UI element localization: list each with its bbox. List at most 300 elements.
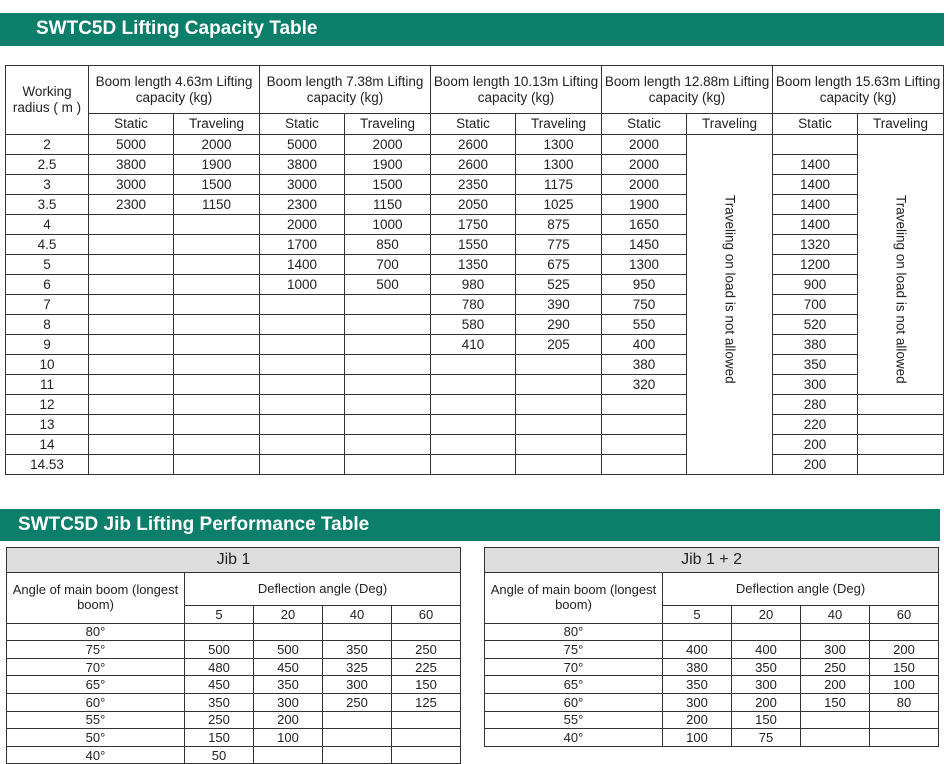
capacity-cell [345, 435, 431, 455]
capacity-cell [870, 711, 939, 729]
capacity-cell [431, 395, 516, 415]
capacity-cell: 2350 [431, 175, 516, 195]
boom-angle-cell: 80° [485, 623, 663, 641]
capacity-cell: 350 [773, 355, 858, 375]
capacity-cell: 875 [516, 215, 602, 235]
radius-cell: 14.53 [6, 455, 89, 475]
capacity-cell [89, 395, 174, 415]
capacity-cell [345, 355, 431, 375]
capacity-cell [174, 435, 260, 455]
capacity-cell: 1400 [773, 195, 858, 215]
capacity-cell [431, 455, 516, 475]
capacity-cell: 325 [323, 658, 392, 676]
boom-header: Boom length 12.88m Lifting capacity (kg) [602, 66, 773, 114]
capacity-cell: 1200 [773, 255, 858, 275]
capacity-cell: 200 [254, 711, 323, 729]
deflection-angle: 60 [392, 606, 461, 624]
capacity-cell: 200 [663, 711, 732, 729]
capacity-cell [260, 315, 345, 335]
capacity-cell: 100 [870, 676, 939, 694]
capacity-cell [392, 711, 461, 729]
capacity-cell [323, 729, 392, 747]
capacity-cell: 1700 [260, 235, 345, 255]
capacity-cell: 2000 [174, 135, 260, 155]
capacity-cell: 75 [732, 729, 801, 747]
deflection-header: Deflection angle (Deg) [185, 573, 461, 606]
capacity-cell: 3800 [89, 155, 174, 175]
capacity-cell [254, 746, 323, 764]
capacity-cell [431, 435, 516, 455]
capacity-cell: 300 [254, 693, 323, 711]
capacity-cell [431, 355, 516, 375]
capacity-cell: 300 [663, 693, 732, 711]
radius-cell: 14 [6, 435, 89, 455]
radius-cell: 2 [6, 135, 89, 155]
boom-angle-cell: 55° [7, 711, 185, 729]
capacity-cell: 3000 [260, 175, 345, 195]
traveling-header: Traveling [174, 114, 260, 135]
radius-cell: 9 [6, 335, 89, 355]
capacity-cell: 1320 [773, 235, 858, 255]
capacity-cell: 500 [254, 641, 323, 659]
capacity-cell [323, 746, 392, 764]
capacity-cell: 1150 [174, 195, 260, 215]
capacity-cell [174, 235, 260, 255]
capacity-cell [858, 395, 944, 415]
boom-angle-cell: 40° [7, 746, 185, 764]
table-row [485, 658, 939, 676]
table-row [6, 255, 944, 275]
capacity-cell: 250 [185, 711, 254, 729]
capacity-cell: 1750 [431, 215, 516, 235]
capacity-cell [89, 315, 174, 335]
capacity-cell [174, 375, 260, 395]
capacity-cell [345, 335, 431, 355]
capacity-cell [323, 623, 392, 641]
capacity-cell [870, 729, 939, 747]
table-row [6, 315, 944, 335]
boom-angle-cell: 60° [7, 693, 185, 711]
capacity-cell: 520 [773, 315, 858, 335]
capacity-cell [858, 435, 944, 455]
table-row [6, 155, 944, 175]
capacity-cell: 500 [345, 275, 431, 295]
radius-cell: 5 [6, 255, 89, 275]
capacity-cell: 1300 [516, 155, 602, 175]
table-row [6, 335, 944, 355]
capacity-cell: 1400 [260, 255, 345, 275]
table-row [485, 693, 939, 711]
capacity-cell: 125 [392, 693, 461, 711]
radius-header: Working radius ( m ) [6, 66, 89, 135]
capacity-cell [345, 415, 431, 435]
radius-cell: 3 [6, 175, 89, 195]
boom-angle-cell: 50° [7, 729, 185, 747]
capacity-cell [516, 435, 602, 455]
capacity-cell: 2000 [602, 155, 687, 175]
capacity-cell [260, 455, 345, 475]
capacity-cell [602, 435, 687, 455]
jib-table-banner [0, 509, 940, 541]
capacity-cell: 410 [431, 335, 516, 355]
jib-table-title: SWTC5D Jib Lifting Performance Table [18, 514, 370, 535]
capacity-cell [260, 415, 345, 435]
boom-header: Boom length 10.13m Lifting capacity (kg) [431, 66, 602, 114]
traveling-not-allowed-cell [858, 135, 944, 395]
jib1-table [6, 547, 461, 764]
radius-cell: 7 [6, 295, 89, 315]
radius-cell: 11 [6, 375, 89, 395]
deflection-angle: 40 [323, 606, 392, 624]
capacity-cell: 200 [732, 693, 801, 711]
boom-angle-cell: 80° [7, 623, 185, 641]
table-row [7, 693, 461, 711]
deflection-angle: 5 [663, 606, 732, 624]
capacity-cell: 220 [773, 415, 858, 435]
capacity-cell [89, 255, 174, 275]
capacity-cell [174, 355, 260, 375]
table-row [7, 658, 461, 676]
deflection-angle: 5 [185, 606, 254, 624]
capacity-cell [89, 355, 174, 375]
capacity-cell: 3800 [260, 155, 345, 175]
capacity-cell: 2300 [89, 195, 174, 215]
capacity-cell: 200 [801, 676, 870, 694]
capacity-cell: 700 [345, 255, 431, 275]
capacity-cell [663, 623, 732, 641]
capacity-cell: 200 [870, 641, 939, 659]
capacity-cell: 350 [185, 693, 254, 711]
capacity-cell: 1350 [431, 255, 516, 275]
capacity-cell [174, 275, 260, 295]
capacity-cell [345, 375, 431, 395]
capacity-cell: 980 [431, 275, 516, 295]
capacity-cell: 1000 [345, 215, 431, 235]
capacity-cell: 1450 [602, 235, 687, 255]
capacity-cell [345, 455, 431, 475]
capacity-cell: 500 [185, 641, 254, 659]
capacity-cell [185, 623, 254, 641]
capacity-cell: 1900 [174, 155, 260, 175]
static-header: Static [602, 114, 687, 135]
capacity-cell [174, 315, 260, 335]
table-row [485, 676, 939, 694]
capacity-cell [89, 375, 174, 395]
capacity-cell: 900 [773, 275, 858, 295]
capacity-cell: 300 [323, 676, 392, 694]
capacity-cell: 150 [392, 676, 461, 694]
capacity-cell [260, 435, 345, 455]
capacity-cell: 1150 [345, 195, 431, 215]
capacity-cell [174, 395, 260, 415]
capacity-cell [345, 295, 431, 315]
capacity-cell [858, 415, 944, 435]
capacity-cell: 1400 [773, 155, 858, 175]
lifting-table-title: SWTC5D Lifting Capacity Table [36, 18, 318, 39]
capacity-cell: 380 [663, 658, 732, 676]
capacity-cell: 2050 [431, 195, 516, 215]
radius-cell: 4.5 [6, 235, 89, 255]
capacity-cell: 580 [431, 315, 516, 335]
capacity-cell: 5000 [260, 135, 345, 155]
capacity-cell: 5000 [89, 135, 174, 155]
traveling-not-allowed-text: Traveling on load is not allowed [893, 195, 909, 384]
table-row [485, 623, 939, 641]
capacity-cell [89, 215, 174, 235]
capacity-cell: 1900 [602, 195, 687, 215]
capacity-cell: 225 [392, 658, 461, 676]
table-row [6, 295, 944, 315]
capacity-cell: 775 [516, 235, 602, 255]
deflection-header: Deflection angle (Deg) [663, 573, 939, 606]
capacity-cell [602, 395, 687, 415]
capacity-cell: 300 [801, 641, 870, 659]
capacity-cell: 80 [870, 693, 939, 711]
lifting-capacity-table [5, 65, 944, 475]
capacity-cell: 1400 [773, 215, 858, 235]
capacity-cell [174, 415, 260, 435]
jib-title: Jib 1 [7, 548, 461, 573]
capacity-cell [174, 255, 260, 275]
capacity-cell [260, 395, 345, 415]
boom-angle-cell: 65° [485, 676, 663, 694]
capacity-cell: 205 [516, 335, 602, 355]
capacity-cell: 2000 [345, 135, 431, 155]
capacity-cell [392, 729, 461, 747]
table-row [7, 711, 461, 729]
capacity-cell: 150 [185, 729, 254, 747]
table-row [6, 175, 944, 195]
capacity-cell: 100 [254, 729, 323, 747]
capacity-cell: 280 [773, 395, 858, 415]
capacity-cell [516, 375, 602, 395]
table-row [6, 435, 944, 455]
capacity-cell: 3000 [89, 175, 174, 195]
table-row [6, 275, 944, 295]
radius-cell: 12 [6, 395, 89, 415]
capacity-cell: 1900 [345, 155, 431, 175]
capacity-cell [431, 375, 516, 395]
traveling-header: Traveling [516, 114, 602, 135]
capacity-cell: 2000 [260, 215, 345, 235]
capacity-cell: 480 [185, 658, 254, 676]
radius-cell: 10 [6, 355, 89, 375]
capacity-cell: 50 [185, 746, 254, 764]
capacity-cell: 300 [773, 375, 858, 395]
capacity-cell: 390 [516, 295, 602, 315]
static-header: Static [431, 114, 516, 135]
capacity-cell [260, 335, 345, 355]
boom-header: Boom length 4.63m Lifting capacity (kg) [89, 66, 260, 114]
capacity-cell [174, 215, 260, 235]
capacity-cell: 1300 [602, 255, 687, 275]
capacity-cell [870, 623, 939, 641]
traveling-not-allowed-cell [687, 135, 773, 475]
capacity-cell: 780 [431, 295, 516, 315]
radius-cell: 2.5 [6, 155, 89, 175]
capacity-cell: 1650 [602, 215, 687, 235]
radius-cell: 6 [6, 275, 89, 295]
radius-cell: 13 [6, 415, 89, 435]
table-row [7, 623, 461, 641]
capacity-cell [773, 135, 858, 155]
table-row [6, 135, 944, 155]
capacity-cell: 380 [602, 355, 687, 375]
capacity-cell: 150 [870, 658, 939, 676]
capacity-cell [260, 295, 345, 315]
boom-angle-cell: 70° [485, 658, 663, 676]
capacity-cell: 1175 [516, 175, 602, 195]
capacity-cell [89, 275, 174, 295]
jib1-2-table [484, 547, 939, 747]
capacity-cell: 2000 [602, 175, 687, 195]
capacity-cell: 350 [254, 676, 323, 694]
capacity-cell [345, 315, 431, 335]
table-row [6, 215, 944, 235]
angle-header: Angle of main boom (longest boom) [485, 573, 663, 624]
capacity-cell [801, 711, 870, 729]
capacity-cell: 700 [773, 295, 858, 315]
table-row [7, 641, 461, 659]
capacity-cell [260, 375, 345, 395]
boom-angle-cell: 55° [485, 711, 663, 729]
boom-angle-cell: 65° [7, 676, 185, 694]
capacity-cell [89, 295, 174, 315]
capacity-cell [174, 455, 260, 475]
angle-header: Angle of main boom (longest boom) [7, 573, 185, 624]
boom-angle-cell: 60° [485, 693, 663, 711]
capacity-cell: 380 [773, 335, 858, 355]
traveling-header: Traveling [345, 114, 431, 135]
table-row [7, 676, 461, 694]
capacity-cell: 100 [663, 729, 732, 747]
capacity-cell: 350 [323, 641, 392, 659]
capacity-cell [89, 455, 174, 475]
capacity-cell [323, 711, 392, 729]
capacity-cell [801, 623, 870, 641]
boom-header: Boom length 7.38m Lifting capacity (kg) [260, 66, 431, 114]
capacity-cell [602, 455, 687, 475]
capacity-cell [602, 415, 687, 435]
deflection-angle: 40 [801, 606, 870, 624]
table-row [6, 395, 944, 415]
capacity-cell: 150 [801, 693, 870, 711]
capacity-cell: 1300 [516, 135, 602, 155]
capacity-cell: 250 [323, 693, 392, 711]
static-header: Static [260, 114, 345, 135]
traveling-header: Traveling [687, 114, 773, 135]
deflection-angle: 20 [732, 606, 801, 624]
jib-title: Jib 1 + 2 [485, 548, 939, 573]
capacity-cell [174, 295, 260, 315]
capacity-cell: 2000 [602, 135, 687, 155]
capacity-cell: 1400 [773, 175, 858, 195]
static-header: Static [773, 114, 858, 135]
boom-angle-cell: 75° [7, 641, 185, 659]
capacity-cell [801, 729, 870, 747]
capacity-cell: 450 [254, 658, 323, 676]
capacity-cell: 950 [602, 275, 687, 295]
capacity-cell: 1025 [516, 195, 602, 215]
capacity-cell: 320 [602, 375, 687, 395]
capacity-cell [516, 395, 602, 415]
capacity-cell: 850 [345, 235, 431, 255]
capacity-cell [89, 335, 174, 355]
capacity-cell: 2600 [431, 155, 516, 175]
radius-cell: 4 [6, 215, 89, 235]
capacity-cell: 1500 [345, 175, 431, 195]
deflection-angle: 20 [254, 606, 323, 624]
capacity-cell: 1500 [174, 175, 260, 195]
table-row [7, 746, 461, 764]
capacity-cell [392, 623, 461, 641]
table-row [7, 729, 461, 747]
capacity-cell [516, 415, 602, 435]
capacity-cell: 525 [516, 275, 602, 295]
capacity-cell [254, 623, 323, 641]
table-row [485, 729, 939, 747]
capacity-cell [89, 235, 174, 255]
capacity-cell: 675 [516, 255, 602, 275]
capacity-cell: 350 [663, 676, 732, 694]
radius-cell: 8 [6, 315, 89, 335]
capacity-cell [732, 623, 801, 641]
static-header: Static [89, 114, 174, 135]
lifting-table-banner [0, 13, 944, 46]
capacity-cell: 200 [773, 435, 858, 455]
table-row [485, 711, 939, 729]
capacity-cell: 300 [732, 676, 801, 694]
table-row [6, 455, 944, 475]
capacity-cell: 400 [663, 641, 732, 659]
deflection-angle: 60 [870, 606, 939, 624]
capacity-cell: 550 [602, 315, 687, 335]
capacity-cell [260, 355, 345, 375]
table-row [485, 641, 939, 659]
table-row [6, 235, 944, 255]
capacity-cell [174, 335, 260, 355]
capacity-cell: 400 [732, 641, 801, 659]
capacity-cell: 250 [801, 658, 870, 676]
capacity-cell: 250 [392, 641, 461, 659]
table-row [6, 355, 944, 375]
boom-header: Boom length 15.63m Lifting capacity (kg) [773, 66, 944, 114]
capacity-cell [431, 415, 516, 435]
boom-angle-cell: 70° [7, 658, 185, 676]
capacity-cell: 2600 [431, 135, 516, 155]
capacity-cell: 750 [602, 295, 687, 315]
capacity-cell: 350 [732, 658, 801, 676]
capacity-cell: 1550 [431, 235, 516, 255]
table-row [6, 415, 944, 435]
capacity-cell [516, 355, 602, 375]
radius-cell: 3.5 [6, 195, 89, 215]
capacity-cell [392, 746, 461, 764]
capacity-cell: 2300 [260, 195, 345, 215]
capacity-cell: 200 [773, 455, 858, 475]
capacity-cell: 400 [602, 335, 687, 355]
table-row [6, 375, 944, 395]
capacity-cell: 290 [516, 315, 602, 335]
boom-angle-cell: 75° [485, 641, 663, 659]
capacity-cell: 450 [185, 676, 254, 694]
capacity-cell: 150 [732, 711, 801, 729]
table-row [6, 195, 944, 215]
boom-angle-cell: 40° [485, 729, 663, 747]
traveling-header: Traveling [858, 114, 944, 135]
capacity-cell [89, 435, 174, 455]
capacity-cell: 1000 [260, 275, 345, 295]
